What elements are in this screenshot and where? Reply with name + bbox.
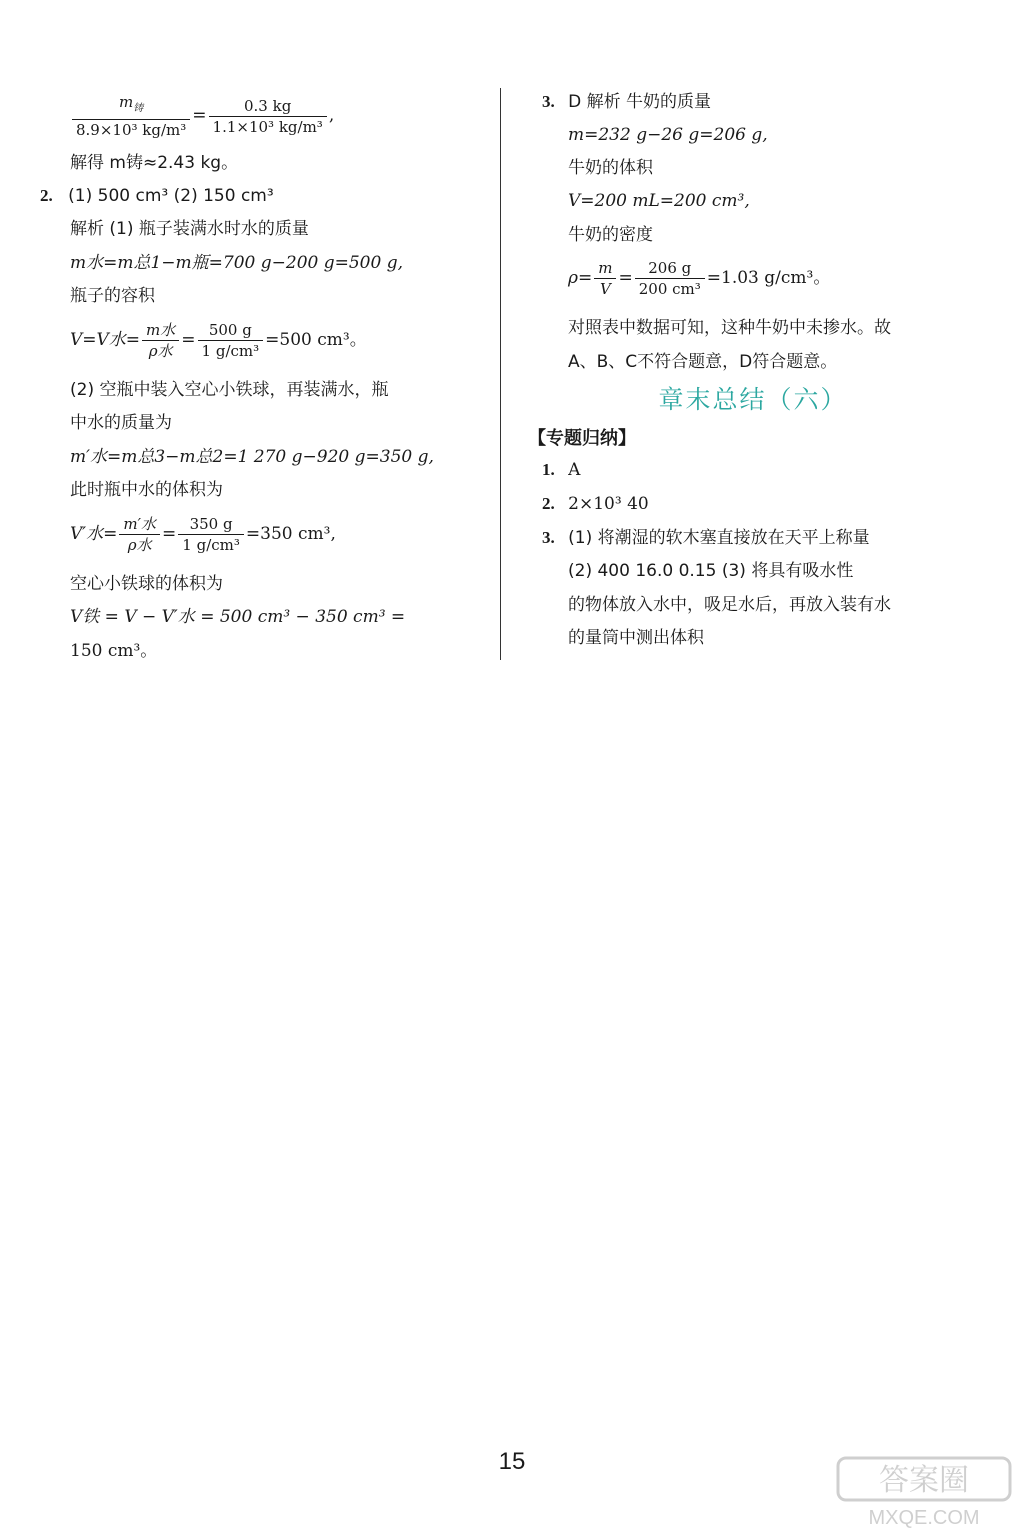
equation-milk-density: ρ= $\frac{m}{V}$ = $\frac{206 g}{\text{200 cm³}}$ =1.03 g/cm³。 [568,259,831,298]
equation-density-casting: $\frac{m_铸}{\text{8.9×10³ kg/m³}}$ = $\frac{0.3 kg}{\text{1.1×10³ kg/m³}}$ , [70,92,334,140]
text-bottle-volume: 瓶子的容积 [70,286,155,306]
equation-volume: V=V水= $\frac{\text{m水}}{\text{ρ水}}$ = $\frac{500 g}{\text{1 g/cm³}}$ =500 cm³。 [70,321,367,360]
text-part-2b: 中水的质量为 [70,413,172,433]
section-title: 【专题归纳】 [528,428,636,449]
summary-answer-1: 1. A [542,460,581,480]
question-2-answer: 2. (1) 500 cm³ (2) 150 cm³ [40,186,274,206]
text-milk-volume: 牛奶的体积 [568,158,653,178]
fraction-numerator: 0.3 kg [244,96,292,115]
equation-milk-volume: V=200 mL=200 cm³, [568,191,750,211]
analysis-heading: 解析 (1) 瓶子装满水时水的质量 [70,219,309,239]
equation-milk-mass: m=232 g−26 g=206 g, [568,125,768,145]
equation-water-mass: m水=m总1−m瓶=700 g−200 g=500 g, [70,253,404,273]
text-conclusion-b: A、B、C不符合题意，D符合题意。 [568,352,838,372]
summary-answer-3: 3. (1) 将潮湿的软木塞直接放在天平上称量 [542,528,870,548]
result-line: 解得 m铸≈2.43 kg。 [70,153,239,173]
text-water-volume: 此时瓶中水的体积为 [70,480,223,500]
fraction-denominator: 8.9×10³ kg/m³ [72,119,190,140]
equation-ball-volume-result: 150 cm³。 [70,641,158,661]
text-conclusion-a: 对照表中数据可知，这种牛奶中未掺水。故 [568,318,891,338]
text-ball-volume: 空心小铁球的体积为 [70,574,223,594]
chapter-title: 章末总结（六） [658,385,848,414]
text-part-2a: (2) 空瓶中装入空心小铁球，再装满水，瓶 [70,380,389,400]
fraction-denominator: 1.1×10³ kg/m³ [209,116,327,137]
page-number: 15 [498,1448,526,1475]
fraction-numerator: $m_铸$ [119,93,144,114]
summary-answer-3-line4: 的量筒中测出体积 [568,628,704,648]
equation-water-mass-2: m′水=m总3−m总2=1 270 g−920 g=350 g, [70,447,434,467]
column-divider [500,88,501,660]
watermark-icon [834,1454,1014,1530]
equation-ball-volume: V铁 = V − V′水 = 500 cm³ − 350 cm³ = [70,607,406,627]
question-3-answer: 3. D 解析 牛奶的质量 [542,92,712,112]
summary-answer-2: 2. 2×10³ 40 [542,494,649,514]
svg-text:答案圈: 答案圈 [879,1463,969,1498]
watermark-logo [834,1454,1014,1530]
summary-answer-3-line2: (2) 400 16.0 0.15 (3) 将具有吸水性 [568,561,854,581]
text-milk-density: 牛奶的密度 [568,225,653,245]
equation-water-volume: V′水= $\frac{\text{m′水}}{\text{ρ水}}$ = $\frac{350 g}{\text{1 g/cm³}}$ =350 cm³, [70,515,336,554]
svg-text:MXQE.COM: MXQE.COM [868,1507,980,1529]
summary-answer-3-line3: 的物体放入水中，吸足水后，再放入装有水 [568,595,891,615]
